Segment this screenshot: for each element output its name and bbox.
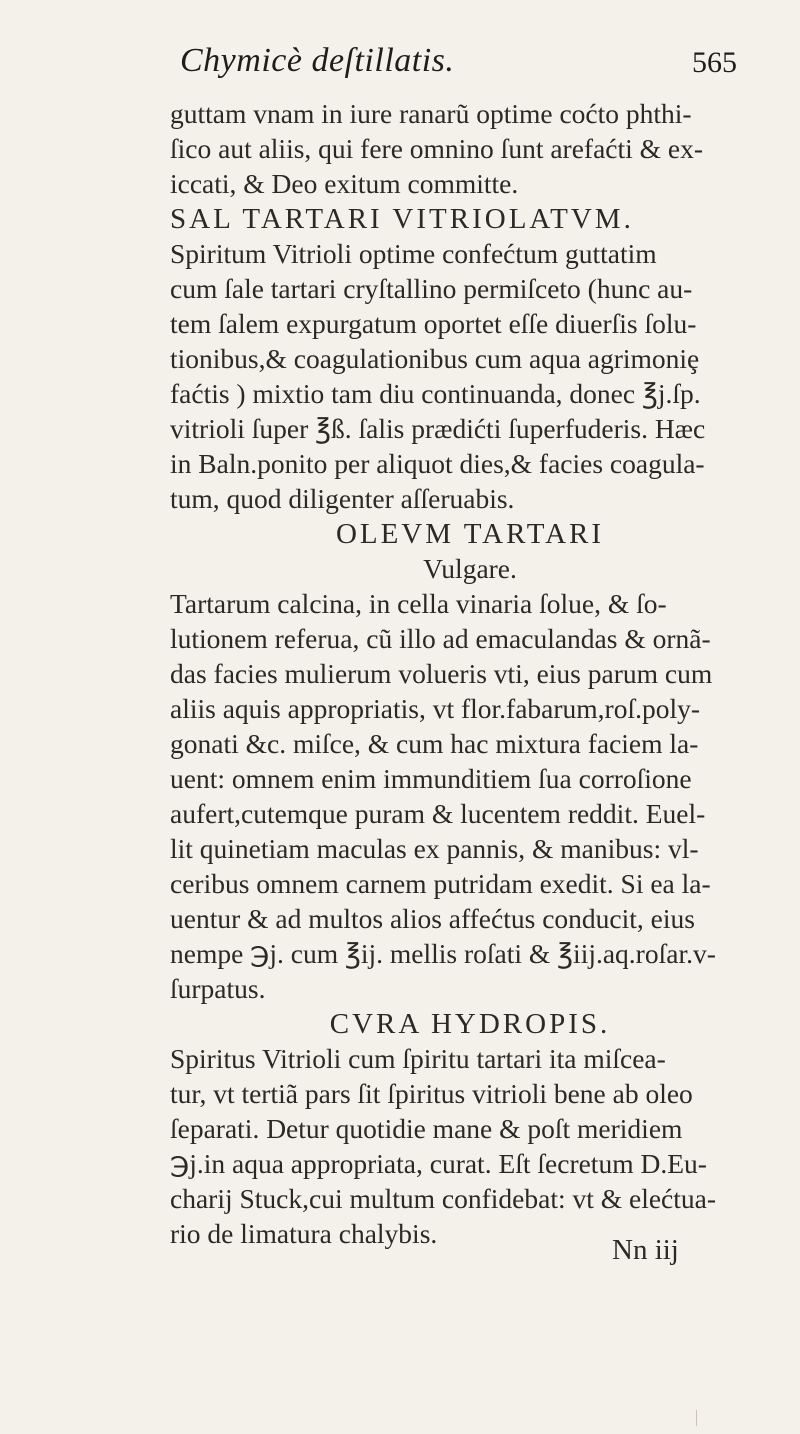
- text-line: aufert,cutemque puram & lucentem reddit. Euel-: [170, 798, 706, 829]
- text-line: lutionem referua, cũ illo ad emaculandas & ornã-: [170, 623, 711, 654]
- text-line: tur, vt tertiã pars ſit ſpiritus vitrioli bene ab oleo: [170, 1078, 693, 1109]
- section-heading: CVRA HYDROPIS.: [329, 1008, 611, 1040]
- text-line: aliis aquis appropriatis, vt flor.fabarum,roſ.poly-: [170, 693, 701, 724]
- section-heading: OLEVM TARTARI: [335, 518, 605, 550]
- text-line: guttam vnam in iure ranarũ optime coćto phthi-: [170, 98, 692, 129]
- text-line: das facies mulierum volueris vti, eius parum cum: [170, 658, 713, 689]
- text-line: tum, quod diligenter aſſeruabis.: [170, 483, 515, 514]
- text-line: ſurpatus.: [170, 973, 266, 1004]
- text-line: nempe ℈j. cum ℥ij. mellis roſati & ℥iij.aq.roſar.v-: [170, 938, 716, 969]
- text-line: Tartarum calcina, in cella vinaria ſolue, & ſo-: [170, 588, 667, 619]
- text-line: iccati, & Deo exitum committe.: [170, 168, 519, 199]
- text-line: ſico aut aliis, qui fere omnino ſunt arefaćti & ex-: [170, 133, 704, 164]
- text-line: uent: omnem enim immunditiem ſua corroſione: [170, 763, 692, 794]
- page-number: 565: [692, 46, 737, 79]
- section-subheading: Vulgare.: [423, 553, 517, 584]
- section-heading: SAL TARTARI VITRIOLATVM.: [170, 203, 634, 235]
- text-line: uentur & ad multos alios affećtus conducit, eius: [170, 903, 695, 934]
- text-line: ceribus omnem carnem putridam exedit. Si ea la-: [170, 868, 711, 899]
- text-line: gonati &c. miſce, & cum hac mixtura faciem la-: [170, 728, 699, 759]
- text-line: ſeparati. Detur quotidie mane & poſt meridiem: [170, 1113, 683, 1144]
- signature-mark: Nn iij: [612, 1234, 679, 1266]
- text-line: ℈j.in aqua appropriata, curat. Eſt ſecretum D.Eu-: [170, 1148, 707, 1179]
- page-header: [0, 42, 800, 92]
- text-line: in Baln.ponito per aliquot dies,& facies coagula-: [170, 448, 705, 479]
- paper-mark: [696, 1410, 705, 1426]
- text-line: cum ſale tartari cryſtallino permiſceto (hunc au-: [170, 273, 693, 304]
- text-line: tionibus,& coagulationibus cum aqua agrimoniȩ: [170, 343, 700, 374]
- text-line: tem ſalem expurgatum oportet eſſe diuerſis ſolu-: [170, 308, 697, 339]
- text-line: lit quinetiam maculas ex pannis, & manibus: vl-: [170, 833, 699, 864]
- running-title: Chymicè deſtillatis.: [180, 42, 455, 79]
- text-line: rio de limatura chalybis.: [170, 1218, 438, 1249]
- text-line: Spiritum Vitrioli optime confećtum guttatim: [170, 238, 657, 269]
- text-line: Spiritus Vitrioli cum ſpiritu tartari ita miſcea-: [170, 1043, 666, 1074]
- text-line: faćtis ) mixtio tam diu continuanda, donec ℥j.ſp.: [170, 378, 701, 409]
- text-line: vitrioli ſuper ℥ß. ſalis prædićti ſuperfuderis. Hæc: [170, 413, 706, 444]
- text-line: charij Stuck,cui multum confidebat: vt & elećtua-: [170, 1183, 717, 1214]
